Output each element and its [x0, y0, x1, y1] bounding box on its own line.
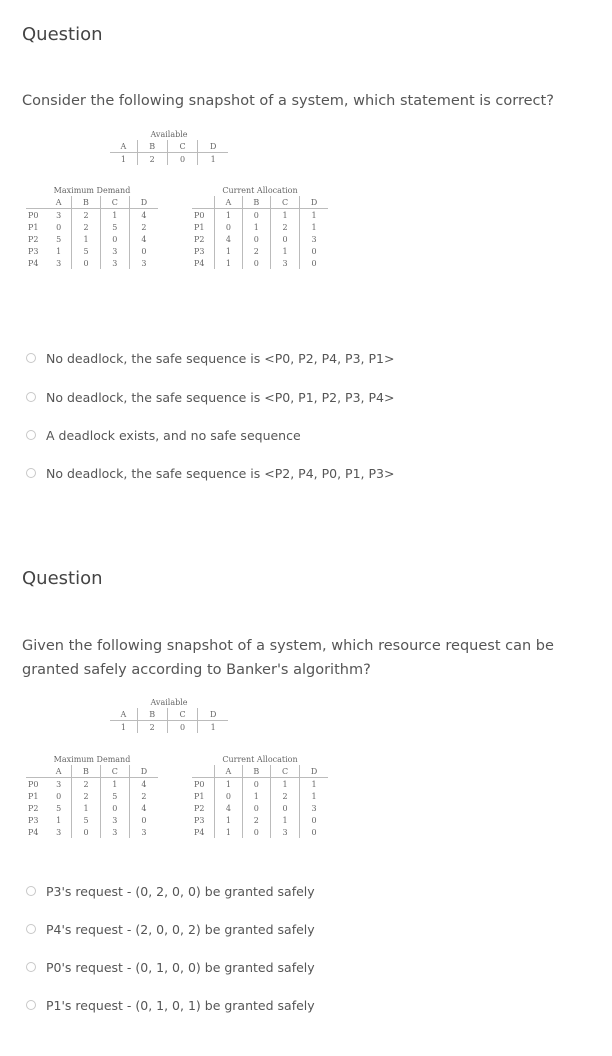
q1-alloc-header: D: [300, 196, 328, 209]
q1-max-cell: 3: [100, 257, 129, 269]
q2-available-caption: Available: [150, 697, 188, 707]
q2-alloc-cell: 1: [270, 778, 299, 791]
q2-alloc-row-label: P4: [194, 827, 205, 837]
q2-max-demand-caption: Maximum Demand: [53, 754, 131, 764]
q1-alloc-cell: 0: [242, 257, 270, 269]
q2-option-2[interactable]: [26, 920, 315, 938]
q1-max-cell: 1: [100, 209, 129, 222]
q1-alloc-cell: 0: [270, 233, 299, 245]
q2-alloc-row-label: P1: [194, 791, 205, 801]
q1-option-2[interactable]: [26, 388, 394, 406]
question-1-prompt: Consider the following snapshot of a system, which statement is correct?: [22, 93, 554, 109]
q1-alloc-cell: 2: [270, 221, 299, 233]
q1-available-caption: Available: [150, 129, 188, 139]
q1-alloc-row: [192, 233, 328, 245]
q2-alloc-cell: 0: [242, 778, 270, 791]
radio-button-icon[interactable]: [26, 962, 36, 972]
q1-alloc-cell: 0: [300, 257, 328, 269]
q1-alloc-cell: 1: [215, 209, 243, 222]
q2-alloc-row: [192, 778, 328, 791]
q1-option-3-label: A deadlock exists, and no safe sequence: [46, 427, 301, 443]
q2-max-row-label: P3: [28, 815, 39, 825]
q1-alloc-row-label: P1: [194, 222, 205, 232]
q2-alloc-header: A: [215, 765, 243, 778]
q2-max-cell: 3: [129, 826, 158, 838]
q1-alloc-cell: 3: [300, 233, 328, 245]
q1-alloc-header: A: [215, 196, 243, 209]
q1-max-row: [26, 233, 158, 245]
q2-max-cell: 3: [100, 814, 129, 826]
q1-current-allocation-caption: Current Allocation: [222, 185, 298, 195]
q1-available-header: A: [110, 140, 137, 153]
q2-alloc-row: [192, 826, 328, 838]
q2-max-cell: 2: [72, 790, 100, 802]
q2-alloc-cell: 3: [300, 802, 328, 814]
q1-max-row: [26, 209, 158, 222]
q2-alloc-row-label: P0: [194, 779, 205, 789]
q1-alloc-cell: 1: [270, 245, 299, 257]
q2-alloc-row: [192, 814, 328, 826]
q1-option-4[interactable]: [26, 464, 394, 482]
q1-max-demand-caption: Maximum Demand: [53, 185, 131, 195]
q2-option-3[interactable]: [26, 958, 315, 976]
q2-alloc-cell: 0: [215, 790, 243, 802]
q1-max-cell: 5: [72, 245, 100, 257]
q1-current-allocation-table: [192, 184, 328, 269]
q1-max-header: C: [100, 196, 129, 209]
question-2-heading: Question: [22, 568, 103, 589]
q2-available-value: 0: [167, 721, 198, 734]
q2-alloc-row-label: P2: [194, 803, 205, 813]
q1-alloc-cell: 1: [300, 221, 328, 233]
q2-alloc-cell: 4: [215, 802, 243, 814]
q2-option-4-label: P1's request - (0, 1, 0, 1) be granted safely: [46, 997, 315, 1013]
q2-max-row: [26, 802, 158, 814]
q1-available-value: 2: [137, 153, 167, 166]
q1-alloc-row: [192, 257, 328, 269]
q2-alloc-cell: 1: [215, 826, 243, 838]
q2-max-row: [26, 814, 158, 826]
q2-alloc-row: [192, 802, 328, 814]
q1-alloc-row: [192, 245, 328, 257]
radio-button-icon[interactable]: [26, 353, 36, 363]
q2-alloc-cell: 1: [215, 778, 243, 791]
q2-alloc-header: D: [300, 765, 328, 778]
q2-alloc-cell: 1: [242, 790, 270, 802]
radio-button-icon[interactable]: [26, 886, 36, 896]
q1-max-cell: 2: [72, 221, 100, 233]
q2-option-1-label: P3's request - (0, 2, 0, 0) be granted safely: [46, 883, 315, 899]
q1-available-header: C: [167, 140, 198, 153]
q1-max-cell: 5: [56, 234, 62, 244]
q2-max-cell: 5: [100, 790, 129, 802]
q1-alloc-row: [192, 221, 328, 233]
q1-available-header: D: [198, 140, 228, 153]
q1-alloc-cell: 0: [242, 209, 270, 222]
q2-alloc-row-label: P3: [194, 815, 205, 825]
radio-button-icon[interactable]: [26, 468, 36, 478]
q2-max-cell: 1: [72, 802, 100, 814]
q1-alloc-row-label: P0: [194, 210, 205, 220]
q1-option-1-label: No deadlock, the safe sequence is <P0, P2, P4, P3, P1>: [46, 350, 395, 366]
q2-available-table: [110, 696, 228, 733]
q1-max-cell: 0: [56, 222, 62, 232]
q1-option-4-label: No deadlock, the safe sequence is <P2, P4, P0, P1, P3>: [46, 465, 395, 481]
q1-max-cell: 4: [129, 233, 158, 245]
radio-button-icon[interactable]: [26, 430, 36, 440]
q1-max-row-label: P4: [28, 258, 39, 268]
q1-option-1[interactable]: [26, 349, 394, 367]
q2-alloc-cell: 2: [242, 814, 270, 826]
q2-alloc-cell: 0: [242, 826, 270, 838]
radio-button-icon[interactable]: [26, 1000, 36, 1010]
q1-max-cell: 1: [56, 246, 62, 256]
q2-alloc-cell: 1: [300, 790, 328, 802]
q1-alloc-row-label: P4: [194, 258, 205, 268]
q1-max-cell: 2: [129, 221, 158, 233]
q2-max-header: B: [72, 765, 100, 778]
q2-alloc-row: [192, 790, 328, 802]
q2-max-cell: 4: [129, 778, 158, 791]
question-2-prompt: Given the following snapshot of a system, which resource request can be granted safely according to Banker's algorithm?: [22, 638, 554, 678]
q2-alloc-header: C: [270, 765, 299, 778]
q1-alloc-header: B: [242, 196, 270, 209]
q2-max-header: A: [46, 765, 72, 778]
q2-option-1[interactable]: [26, 882, 315, 900]
q1-max-cell: 0: [100, 233, 129, 245]
q2-max-cell: 0: [100, 802, 129, 814]
q1-max-cell: 5: [100, 221, 129, 233]
q1-alloc-row-label: P2: [194, 234, 205, 244]
q1-available-value: 1: [120, 154, 126, 164]
q1-option-2-label: No deadlock, the safe sequence is <P0, P1, P2, P3, P4>: [46, 389, 395, 405]
q2-max-cell: 1: [100, 778, 129, 791]
q1-max-demand-table: [26, 184, 158, 269]
q2-max-row: [26, 778, 158, 791]
q2-alloc-cell: 0: [242, 802, 270, 814]
q2-max-cell: 2: [129, 790, 158, 802]
q1-max-cell: 0: [129, 245, 158, 257]
q1-alloc-row: [192, 209, 328, 222]
q2-max-cell: 3: [56, 779, 62, 789]
q1-max-row: [26, 257, 158, 269]
q2-option-2-label: P4's request - (2, 0, 0, 2) be granted safely: [46, 921, 315, 937]
q1-max-row-label: P1: [28, 222, 39, 232]
q1-available-table: [110, 128, 228, 165]
q2-available-value: 2: [137, 721, 167, 734]
q1-max-row-label: P3: [28, 246, 39, 256]
q2-max-cell: 5: [56, 803, 62, 813]
q1-alloc-cell: 1: [215, 257, 243, 269]
q2-option-3-label: P0's request - (0, 1, 0, 0) be granted safely: [46, 959, 315, 975]
q2-available-value: 1: [120, 722, 126, 732]
q1-max-cell: 3: [56, 210, 62, 220]
q2-available-header: D: [198, 708, 228, 721]
q2-alloc-cell: 0: [300, 814, 328, 826]
q1-alloc-cell: 3: [270, 257, 299, 269]
q1-alloc-cell: 4: [215, 233, 243, 245]
q1-alloc-cell: 2: [242, 245, 270, 257]
q2-max-cell: 3: [100, 826, 129, 838]
q1-max-row-label: P0: [28, 210, 39, 220]
q2-max-row: [26, 826, 158, 838]
q1-max-row: [26, 245, 158, 257]
q2-max-row-label: P0: [28, 779, 39, 789]
q1-available-value: 1: [198, 153, 228, 166]
q1-alloc-cell: 0: [242, 233, 270, 245]
q2-max-cell: 1: [56, 815, 62, 825]
q1-max-header: A: [46, 196, 72, 209]
q2-alloc-cell: 1: [215, 814, 243, 826]
q2-available-header: A: [110, 708, 137, 721]
q2-max-cell: 5: [72, 814, 100, 826]
q1-max-cell: 3: [129, 257, 158, 269]
q1-max-cell: 3: [56, 258, 62, 268]
q2-max-cell: 0: [129, 814, 158, 826]
q1-max-cell: 3: [100, 245, 129, 257]
radio-button-icon[interactable]: [26, 392, 36, 402]
q2-available-header: C: [167, 708, 198, 721]
question-1-heading: Question: [22, 24, 103, 45]
q1-option-3[interactable]: [26, 426, 301, 444]
q2-alloc-cell: 0: [270, 802, 299, 814]
q1-max-cell: 4: [129, 209, 158, 222]
q2-max-cell: 0: [72, 826, 100, 838]
q1-max-cell: 1: [72, 233, 100, 245]
q2-current-allocation-caption: Current Allocation: [222, 754, 298, 764]
q1-max-cell: 2: [72, 209, 100, 222]
q1-alloc-cell: 1: [215, 245, 243, 257]
q2-max-row: [26, 790, 158, 802]
q2-alloc-cell: 1: [270, 814, 299, 826]
q2-max-header: C: [100, 765, 129, 778]
q2-alloc-cell: 3: [270, 826, 299, 838]
q2-current-allocation-table: [192, 753, 328, 838]
q1-alloc-cell: 1: [300, 209, 328, 222]
q2-available-value: 1: [198, 721, 228, 734]
q2-alloc-header: B: [242, 765, 270, 778]
q2-max-demand-table: [26, 753, 158, 838]
q1-max-header: B: [72, 196, 100, 209]
q1-alloc-cell: 1: [270, 209, 299, 222]
q1-alloc-cell: 1: [242, 221, 270, 233]
q2-option-4[interactable]: [26, 996, 315, 1014]
q1-alloc-cell: 0: [215, 221, 243, 233]
q2-max-cell: 4: [129, 802, 158, 814]
q1-alloc-row-label: P3: [194, 246, 205, 256]
q1-max-header: D: [129, 196, 158, 209]
q1-available-header: B: [137, 140, 167, 153]
q2-max-cell: 3: [56, 827, 62, 837]
q2-alloc-cell: 0: [300, 826, 328, 838]
q2-max-row-label: P1: [28, 791, 39, 801]
q2-max-header: D: [129, 765, 158, 778]
radio-button-icon[interactable]: [26, 924, 36, 934]
q1-available-value: 0: [167, 153, 198, 166]
q2-available-header: B: [137, 708, 167, 721]
q2-alloc-cell: 2: [270, 790, 299, 802]
q1-max-cell: 0: [72, 257, 100, 269]
q2-max-cell: 2: [72, 778, 100, 791]
q1-alloc-cell: 0: [300, 245, 328, 257]
q2-max-row-label: P2: [28, 803, 39, 813]
q1-alloc-header: C: [270, 196, 299, 209]
q2-alloc-cell: 1: [300, 778, 328, 791]
q1-max-row: [26, 221, 158, 233]
q2-max-row-label: P4: [28, 827, 39, 837]
q2-max-cell: 0: [56, 791, 62, 801]
q1-max-row-label: P2: [28, 234, 39, 244]
